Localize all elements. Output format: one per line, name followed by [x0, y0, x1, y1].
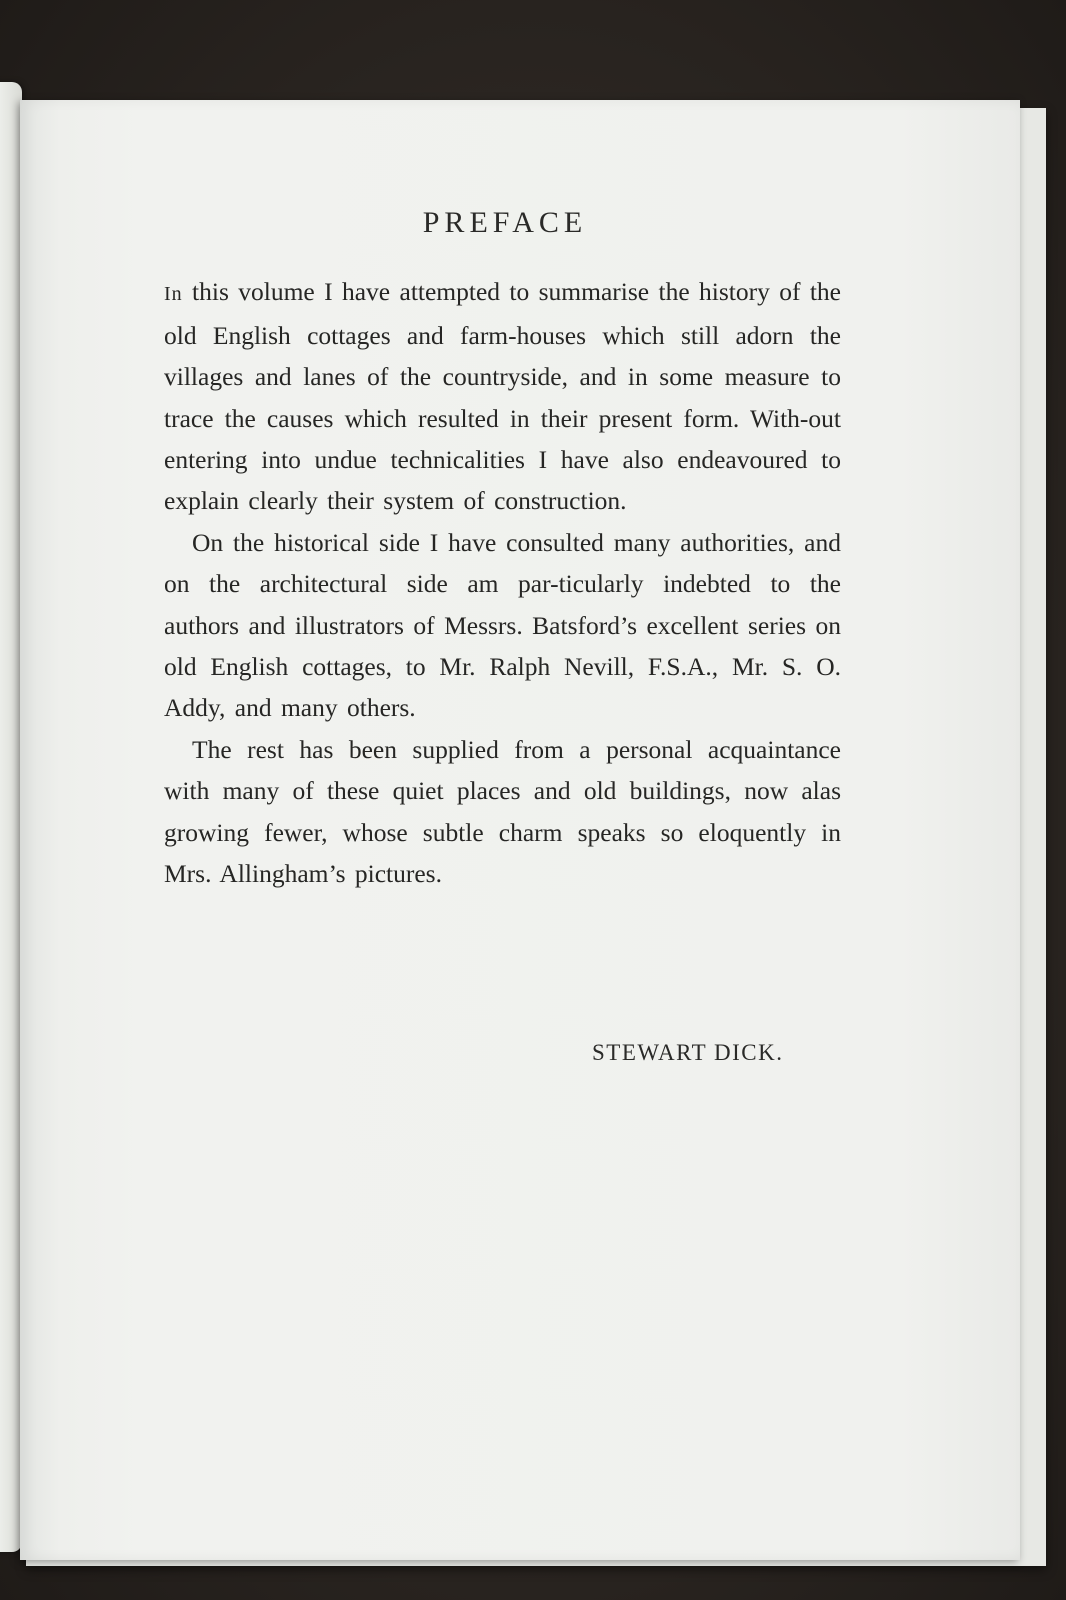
preface-body — [164, 271, 841, 895]
left-page-edge — [0, 82, 22, 1552]
paragraph-1-text: this volume I have attempted to summarise the history of the old English cottages and farm-houses which still adorn the villages and lanes of the countryside, and in some measure to trace the causes which resulted in their present form. With-out entering into undue technicalities I have also endeavoured to explain clearly their system of construction. — [164, 277, 841, 516]
paragraph-3: The rest has been supplied from a personal acquaintance with many of these quiet places and old buildings, now alas growing fewer, whose subtle charm speaks so eloquently in Mrs. Allingham’s pictures. — [164, 735, 841, 888]
author-signature: STEWART DICK. — [592, 1040, 784, 1065]
paragraph-1 — [164, 271, 841, 521]
paragraph-2: On the historical side I have consulted many authorities, and on the architectural side am par-ticularly indebted to the authors and illustrators of Messrs. Batsford’s excellent series on old English cottages, to Mr. Ralph Nevill, F.S.A., Mr. S. O. Addy, and many others. — [164, 528, 841, 723]
page-title: PREFACE — [422, 206, 588, 239]
paragraph-1-dropcap: In — [164, 283, 183, 305]
